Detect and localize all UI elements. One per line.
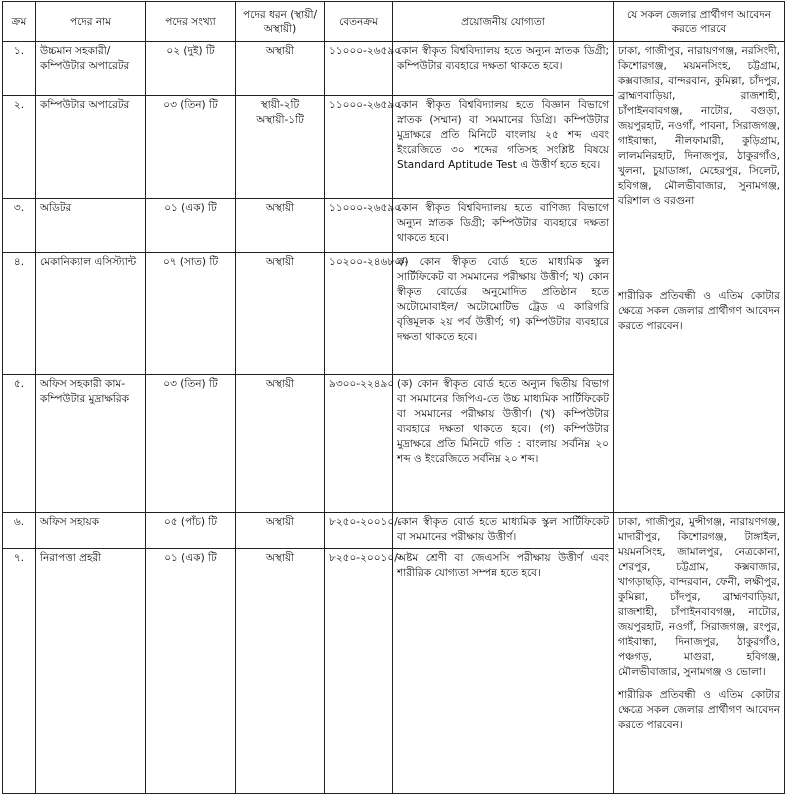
districts-note-group1: শারীরিক প্রতিবন্ধী ও এতিম কোটার ক্ষেত্রে সকল জেলার প্রার্থীগণ আবেদন করতে পারবেন। xyxy=(618,290,780,332)
header-districts: যে সকল জেলার প্রার্থীগণ আবেদন করতে পারবে xyxy=(614,2,785,42)
row-post-type: অস্থায়ী xyxy=(236,253,325,375)
row-pay-scale: ৮২৫০-২০০১০/- xyxy=(325,513,393,549)
row-post-type: অস্থায়ী xyxy=(236,199,325,253)
row-pay-scale: ১১০০০-২৬৫৯০ xyxy=(325,96,393,199)
row-post-name: নিরাপত্তা প্রহরী xyxy=(36,549,146,794)
row-post-type: অস্থায়ী xyxy=(236,375,325,513)
row-post-type: অস্থায়ী xyxy=(236,513,325,549)
row-qualification: কোন স্বীকৃত বিশ্ববিদ্যালয় হতে বাণিজ্য বিভাগে অন্যুন স্নাতক ডিগ্রী; কম্পিউটার ব্যবহারে দক্ষতা থাকতে হবে। xyxy=(393,199,614,253)
row-post-count: ০৩ (তিন) টি xyxy=(146,96,236,199)
row-qualification: কোন স্বীকৃত বিশ্ববিদ্যালয় হতে অন্যুন স্নাতক ডিগ্রী; কম্পিউটার ব্যবহারে দক্ষতা থাকতে হবে। xyxy=(393,42,614,96)
row-post-type: অস্থায়ী xyxy=(236,549,325,794)
row-serial: ৬. xyxy=(3,513,36,549)
row-pay-scale: ৮২৫০-২০০১০/- xyxy=(325,549,393,794)
districts-list-group1: ঢাকা, গাজীপুর, নারায়ণগঞ্জ, নরসিংদী, কিশোরগঞ্জ, ময়মনসিংহ, চট্টগ্রাম, কক্সবাজার, বান্দরবান, কুমিল্লা, চাঁদপুর, ব্রাহ্মণবাড়িয়া, রাজশাহী, চাঁপাইনবাবগঞ্জ, নাটোর, বগুড়া, জয়পুরহাট, নওগাঁ, পাবনা, সিরাজগঞ্জ, গাইবান্ধা, নীলফামারী, কুড়িগ্রাম, লালমনিরহাট, দিনাজপুর, ঠাকুরগাঁও, খুলনা, চুয়াডাঙ্গা, মেহেরপুর, সিলেট, হবিগঞ্জ, মৌলভীবাজার, সুনামগঞ্জ, বরিশাল ও বরগুনা xyxy=(618,45,780,207)
row-qualification: ক) কোন স্বীকৃত বোর্ড হতে মাধ্যমিক স্কুল সার্টিফিকেট বা সমমানের পরীক্ষায় উত্তীর্ণ; খ) কোন স্বীকৃত বোর্ডের অনুমোদিত প্রতিষ্ঠান হতে অটোমোবাইল/ অটোমোটিভ ট্রেড এ কারিগরি বৃত্তিমূলক ২য় পর্ব উত্তীর্ণ; গ) কম্পিউটার ব্যবহারে দক্ষতা থাকতে হবে। xyxy=(393,253,614,375)
row-pay-scale: ১০২০০-২৪৬৮০/- xyxy=(325,253,393,375)
row-serial: ২. xyxy=(3,96,36,199)
row-post-name: কম্পিউটার অপারেটর xyxy=(36,96,146,199)
row-post-count: ০৭ (সাত) টি xyxy=(146,253,236,375)
header-post-type: পদের ধরন (স্থায়ী/ অস্থায়ী) xyxy=(236,2,325,42)
row-qualification: কোন স্বীকৃত বোর্ড হতে মাধ্যমিক স্কুল সার্টিফিকেট বা সমমানের পরীক্ষায় উত্তীর্ণ। xyxy=(393,513,614,549)
header-post-count: পদের সংখ্যা xyxy=(146,2,236,42)
job-circular-table xyxy=(2,1,785,794)
table-row xyxy=(3,513,785,549)
row-serial: ৫. xyxy=(3,375,36,513)
districts-cell-group2 xyxy=(614,513,785,794)
header-row xyxy=(3,2,785,42)
districts-note-group2: শারীরিক প্রতিবন্ধী ও এতিম কোটার ক্ষেত্রে সকল জেলার প্রার্থীগণ আবেদন করতে পারবেন। xyxy=(618,689,780,731)
row-qualification: (ক) কোন স্বীকৃত বোর্ড হতে অন্যুন দ্বিতীয় বিভাগ বা সমমানের জিপিএ-তে উচ্চ মাধ্যমিক সার্টিফিকেট বা সমমানের পরীক্ষায় উত্তীর্ণ। (খ) কম্পিউটার ব্যবহারে দক্ষতা থাকতে হবে। (গ) কম্পিউটার মুদ্রাক্ষরে প্রতি মিনিটে গতি : বাংলায় সর্বনিম্ন ২০ শব্দ ও ইংরেজিতে সর্বনিম্ন ২০ শব্দ। xyxy=(393,375,614,513)
row-pay-scale: ১১০০০-২৬৫৯০ xyxy=(325,42,393,96)
header-pay-scale: বেতনক্রম xyxy=(325,2,393,42)
row-qualification: অষ্টম শ্রেণী বা জেএসসি পরীক্ষায় উত্তীর্ণ এবং শারীরিক যোগ্যতা সম্পন্ন হতে হবে। xyxy=(393,549,614,794)
row-post-count: ০৫ (পাঁচ) টি xyxy=(146,513,236,549)
row-pay-scale: ১১০০০-২৬৫৯০ xyxy=(325,199,393,253)
row-post-type: স্থায়ী-২টি অস্থায়ী-১টি xyxy=(236,96,325,199)
row-post-name: উচ্চমান সহকারী/ কম্পিউটার অপারেটর xyxy=(36,42,146,96)
row-post-type: অস্থায়ী xyxy=(236,42,325,96)
header-serial: ক্রম xyxy=(3,2,36,42)
table-row xyxy=(3,42,785,96)
row-serial: ৭. xyxy=(3,549,36,794)
row-post-count: ০১ (এক) টি xyxy=(146,199,236,253)
row-serial: ৪. xyxy=(3,253,36,375)
row-post-count: ০১ (এক) টি xyxy=(146,549,236,794)
row-post-name: অডিটর xyxy=(36,199,146,253)
districts-list-group2: ঢাকা, গাজীপুর, মুন্সীগঞ্জ, নারায়ণগঞ্জ, মাদারীপুর, কিশোরগঞ্জ, টাঙ্গাইল, ময়মনসিংহ, জামালপুর, নেত্রকোনা, শেরপুর, চট্টগ্রাম, কক্সবাজার, খাগড়াছড়ি, বান্দরবান, ফেনী, লক্ষীপুর, কুমিল্লা, চাঁদপুর, ব্রাহ্মণবাড়িয়া, রাজশাহী, চাঁপাইনবাবগঞ্জ, নাটোর, জয়পুরহাট, নওগাঁ, সিরাজগঞ্জ, রংপুর, গাইবান্ধা, দিনাজপুর, ঠাকুরগাঁও, পঞ্চগড়, মাগুরা, হবিগঞ্জ, মৌলভীবাজার, সুনামগঞ্জ ও ভোলা। xyxy=(618,516,780,678)
row-qualification: কোন স্বীকৃত বিশ্ববিদ্যালয় হতে বিজ্ঞান বিভাগে স্নাতক (সম্মান) বা সমমানের ডিগ্রি। কম্পিউটার মুদ্রাক্ষরে প্রতি মিনিটে বাংলায় ২৫ শব্দ এবং ইংরেজিতে ৩০ শব্দের গতিসহ সংশ্লিষ্ট বিষয়ে Standard Aptitude Test এ উত্তীর্ণ হতে হবে। xyxy=(393,96,614,199)
row-post-name: অফিস সহকারী কাম-কম্পিউটার মুদ্রাক্ষরিক xyxy=(36,375,146,513)
header-post-name: পদের নাম xyxy=(36,2,146,42)
row-post-name: মেকানিক্যাল এসিস্ট্যান্ট xyxy=(36,253,146,375)
districts-cell-group1 xyxy=(614,42,785,513)
row-pay-scale: ৯৩০০-২২৪৯০ xyxy=(325,375,393,513)
row-post-count: ০২ (দুই) টি xyxy=(146,42,236,96)
row-post-name: অফিস সহায়ক xyxy=(36,513,146,549)
row-serial: ১. xyxy=(3,42,36,96)
row-post-count: ০৩ (তিন) টি xyxy=(146,375,236,513)
header-qualification: প্রয়োজনীয় যোগ্যতা xyxy=(393,2,614,42)
row-serial: ৩. xyxy=(3,199,36,253)
